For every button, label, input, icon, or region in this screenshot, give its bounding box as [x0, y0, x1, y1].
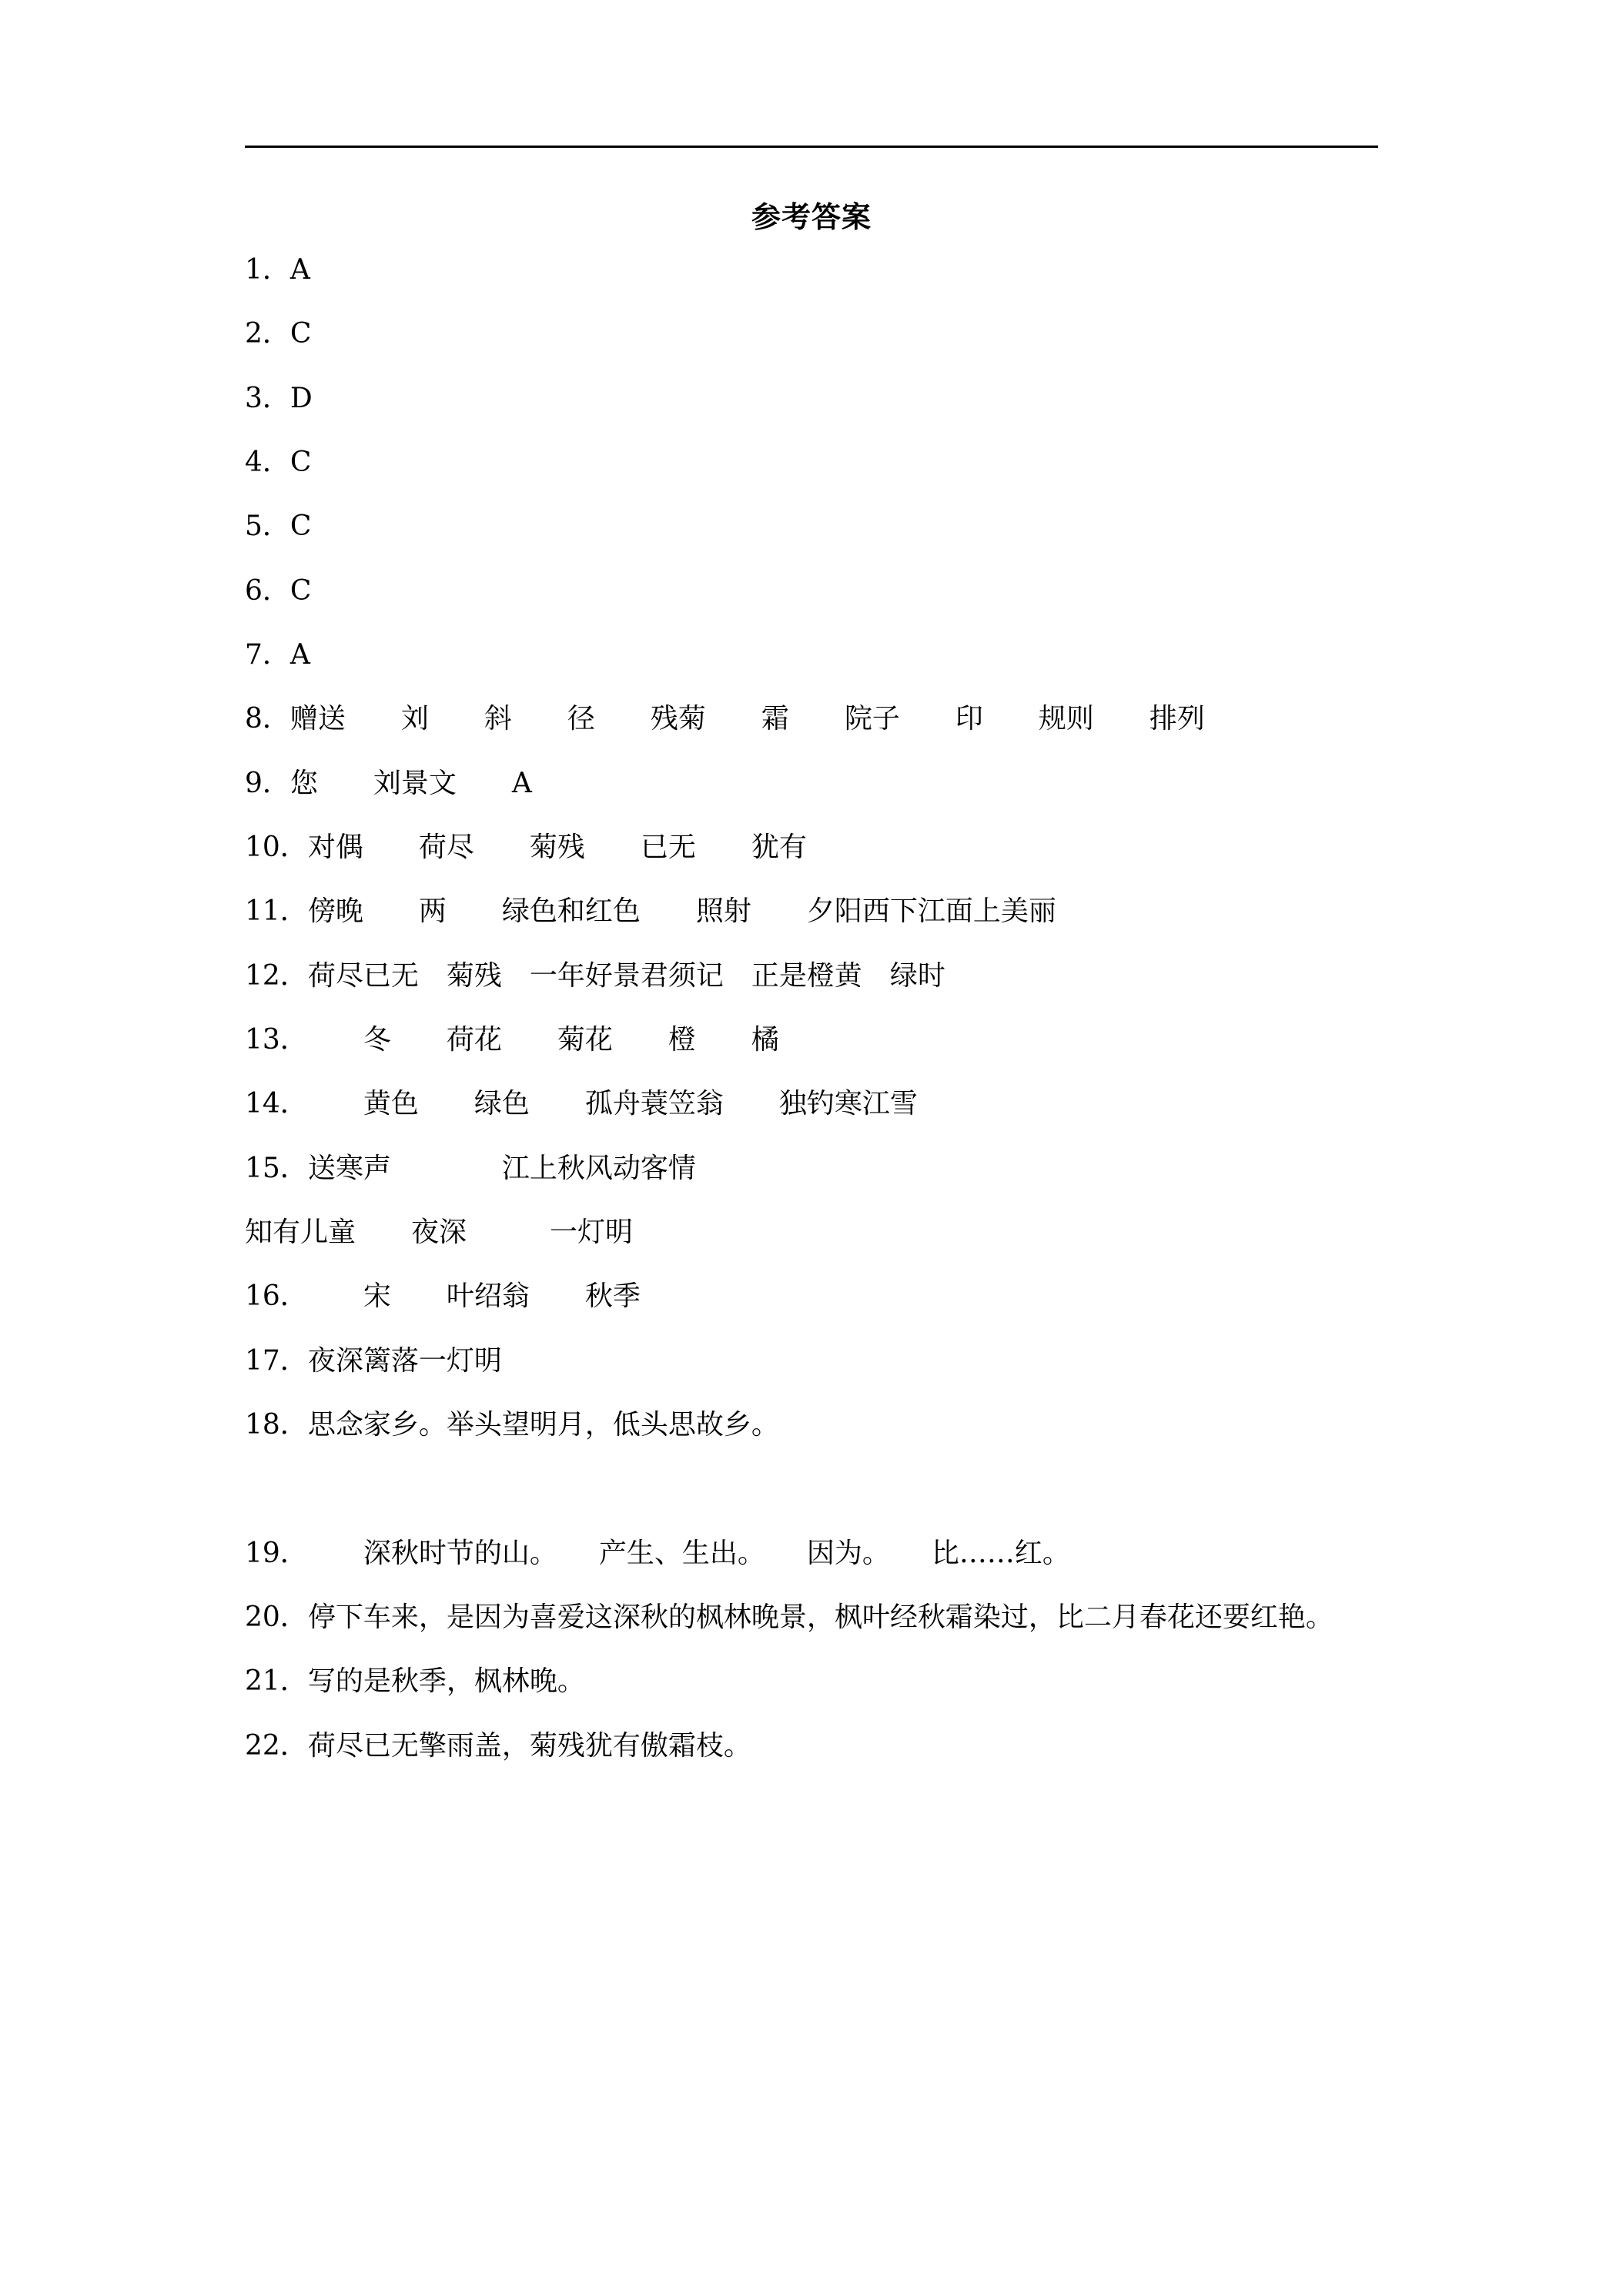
answer-text: A [289, 254, 310, 286]
answer-item [245, 764, 532, 804]
answer-text: 赠送 刘 斜 径 残菊 霜 院子 印 规则 排列 [289, 703, 1205, 735]
answer-item [245, 1598, 1334, 1638]
answer-text: C [289, 510, 312, 542]
answer-item [245, 314, 311, 354]
answer-text: 黄色 绿色 孤舟蓑笠翁 独钓寒江雪 [307, 1088, 918, 1120]
answer-number: 2． [245, 318, 290, 350]
answer-text: 荷尽已无擎雨盖，菊残犹有傲霜枝。 [307, 1730, 751, 1762]
answer-item [245, 379, 313, 419]
answer-item [245, 1149, 696, 1189]
answer-item [245, 571, 311, 611]
answer-item [245, 1277, 641, 1317]
answer-number: 1． [245, 254, 290, 286]
answer-text: 对偶 荷尽 菊残 已无 犹有 [307, 832, 807, 863]
answer-text: 宋 叶绍翁 秋季 [307, 1280, 641, 1312]
answer-number: 15． [245, 1153, 308, 1184]
answer-text: A [289, 639, 310, 671]
answer-text: 送寒声 江上秋风动客情 [307, 1153, 696, 1184]
answer-number: 4． [245, 447, 290, 478]
answer-number: 22． [245, 1730, 308, 1762]
answer-number: 6． [245, 575, 290, 607]
answer-number: 13． [245, 1024, 308, 1056]
answer-item [245, 1341, 502, 1381]
answer-text: 冬 荷花 菊花 橙 橘 [307, 1024, 779, 1056]
answer-number: 21． [245, 1665, 308, 1697]
answer-item [245, 956, 945, 996]
answer-text: 停下车来，是因为喜爱这深秋的枫林晚景，枫叶经秋霜染过，比二月春花还要红艳。 [307, 1602, 1334, 1633]
answer-text: 夜深篱落一灯明 [307, 1345, 502, 1377]
answer-text: D [289, 383, 313, 414]
header-rule [245, 146, 1378, 148]
answer-item [245, 699, 1205, 739]
answer-number: 7． [245, 639, 290, 671]
answer-item [245, 1726, 751, 1766]
page-title: 参考答案 [751, 199, 872, 234]
answer-number: 5． [245, 510, 290, 542]
answer-text: C [289, 447, 312, 478]
answer-number: 3． [245, 383, 290, 414]
answer-text: 傍晚 两 绿色和红色 照射 夕阳西下江面上美丽 [307, 895, 1056, 927]
answer-text: 深秋时节的山。 产生、生出。 因为。 比……红。 [307, 1538, 1070, 1569]
answer-item [245, 1662, 585, 1702]
answer-item [245, 443, 311, 483]
answer-item [245, 1405, 779, 1445]
answer-text: 思念家乡。举头望明月，低头思故乡。 [307, 1409, 779, 1441]
answer-text: C [289, 575, 312, 607]
answer-number: 18． [245, 1409, 308, 1441]
answer-number: 17． [245, 1345, 308, 1377]
answer-number: 19． [245, 1538, 308, 1569]
answer-item [245, 507, 311, 547]
answer-item [245, 250, 310, 290]
answer-item [245, 892, 1056, 932]
answer-number: 20． [245, 1602, 308, 1633]
answer-number: 8． [245, 703, 290, 735]
answer-text: 荷尽已无 菊残 一年好景君须记 正是橙黄 绿时 [307, 960, 945, 992]
answer-item [245, 1084, 918, 1124]
answer-item [245, 828, 807, 868]
answer-number: 12． [245, 960, 308, 992]
answer-number: 9． [245, 768, 290, 799]
answer-item [245, 1534, 1070, 1574]
answer-text: 您 刘景文 A [289, 768, 532, 799]
answer-continuation [245, 1213, 633, 1253]
answer-text: C [289, 318, 312, 350]
answer-number: 10． [245, 832, 308, 863]
answer-text: 知有儿童 夜深 一灯明 [245, 1217, 634, 1248]
answer-text: 写的是秋季，枫林晚。 [307, 1665, 585, 1697]
answer-item [245, 1020, 779, 1060]
answer-item [245, 635, 310, 675]
answer-number: 16． [245, 1280, 308, 1312]
answer-number: 14． [245, 1088, 308, 1120]
answer-number: 11． [245, 895, 308, 927]
